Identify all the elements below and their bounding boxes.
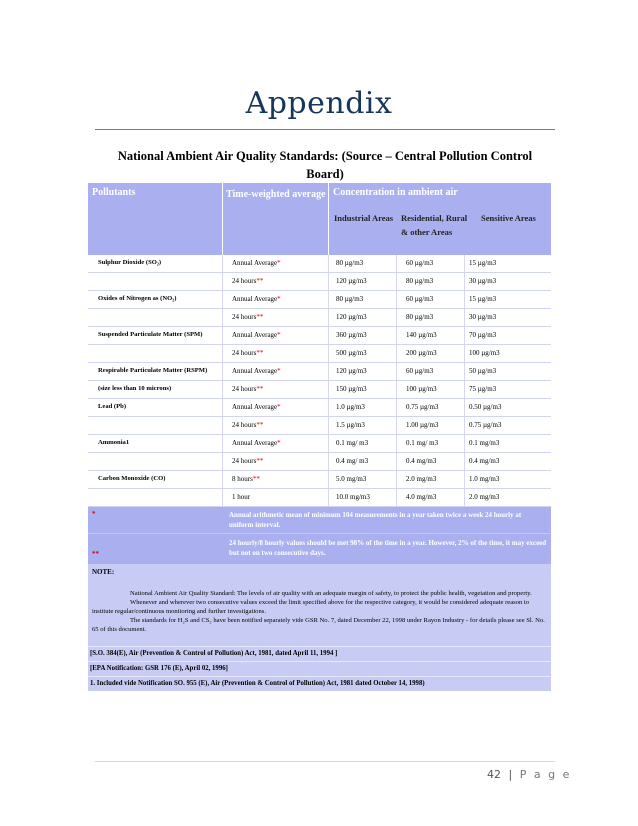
cell-time-weighted: [232, 385, 263, 393]
time-label: 24 hours: [232, 313, 257, 321]
asterisk-mark: *: [277, 367, 281, 375]
header-industrial: Industrial Areas: [334, 213, 394, 223]
asterisk-mark: *: [277, 259, 281, 267]
cell-time-weighted: [232, 439, 281, 447]
asterisk-mark: **: [256, 277, 264, 285]
cell-industrial: 0.1 mg/ m3: [336, 439, 369, 447]
footnote-text: 24 hourly/8 hourly values should be met 98% of the time in a year. However, 2% of the time, it may exceed but not on two consecutive days.: [229, 539, 547, 557]
table-row: [88, 327, 551, 345]
table-caption: National Ambient Air Quality Standards: (Source – Central Pollution Control Board): [117, 149, 533, 181]
reference-line: [S.O. 384(E), Air (Prevention & Control of Pollution) Act, 1981, dated April 11, 1994 ]: [88, 646, 551, 661]
page-number-separator: |: [508, 768, 513, 781]
cell-residential: 0.4 mg/m3: [406, 457, 437, 465]
cell-residential: 200 µg/m3: [406, 349, 437, 357]
time-label: 24 hours: [232, 277, 257, 285]
cell-sensitive: 50 µg/m3: [469, 367, 497, 375]
footnote-row-double: [88, 533, 551, 564]
cell-time-weighted: [232, 457, 263, 465]
cell-industrial: 360 µg/m3: [336, 331, 367, 339]
header-residential: Residential, Rural & other Areas: [401, 213, 468, 237]
footnote-mark: *: [92, 510, 96, 518]
asterisk-mark: *: [277, 295, 281, 303]
table-row: [88, 309, 551, 327]
table-row: [88, 273, 551, 291]
time-label: 24 hours: [232, 457, 257, 465]
time-label: 24 hours: [232, 385, 257, 393]
cell-pollutant: Lead (Pb): [98, 403, 127, 410]
table-row: [88, 255, 551, 273]
asterisk-mark: *: [277, 439, 281, 447]
reference-line: 1. Included vide Notification SO. 955 (E), Air (Prevention & Control of Pollution) Act, 1981 dated October 14, 1998): [88, 676, 551, 691]
cell-residential: 140 µg/m3: [406, 331, 437, 339]
time-label: Annual Average: [232, 259, 278, 267]
time-label: Annual Average: [232, 331, 278, 339]
time-label: Annual Average: [232, 295, 278, 303]
time-label: Annual Average: [232, 439, 278, 447]
cell-industrial: 150 µg/m3: [336, 385, 367, 393]
header-sensitive: Sensitive Areas: [481, 213, 536, 223]
footnote-row-single: [88, 507, 551, 533]
note-label: NOTE:: [92, 568, 115, 576]
asterisk-mark: *: [277, 331, 281, 339]
time-label: 24 hours: [232, 421, 257, 429]
cell-sensitive: 1.0 mg/m3: [469, 475, 500, 483]
cell-industrial: 80 µg/m3: [336, 295, 364, 303]
page-title: Appendix: [245, 86, 393, 121]
cell-industrial: 120 µg/m3: [336, 277, 367, 285]
table-row: [88, 291, 551, 309]
time-label: 8 hours: [232, 475, 253, 483]
cell-time-weighted: [232, 295, 281, 303]
cell-industrial: 120 µg/m3: [336, 367, 367, 375]
cell-industrial: 120 µg/m3: [336, 313, 367, 321]
cell-residential: 2.0 mg/m3: [406, 475, 437, 483]
cell-industrial: 1.0 µg/m3: [336, 403, 365, 411]
cell-industrial: 500 µg/m3: [336, 349, 367, 357]
header-concentration: Concentration in ambient air: [333, 187, 458, 198]
table-row: [88, 489, 551, 507]
cell-sensitive: 70 µg/m3: [469, 331, 497, 339]
cell-sensitive: 100 µg/m3: [469, 349, 500, 357]
cell-residential: 0.1 mg/ m3: [406, 439, 439, 447]
table-row: [88, 471, 551, 489]
table-row: [88, 453, 551, 471]
cell-sensitive: 0.1 mg/m3: [469, 439, 500, 447]
cell-sensitive: 0.50 µg/m3: [469, 403, 502, 411]
cell-time-weighted: [232, 475, 260, 483]
cell-time-weighted: [232, 421, 263, 429]
cell-pollutant: Carbon Monoxide (CO): [98, 475, 166, 482]
cell-industrial: 5.0 mg/m3: [336, 475, 367, 483]
cell-sensitive: 30 µg/m3: [469, 313, 497, 321]
cell-industrial: 10.0 mg/m3: [336, 493, 370, 501]
table-row: [88, 345, 551, 363]
table-row: [88, 363, 551, 381]
header-time-weighted: Time-weighted average: [226, 189, 326, 200]
cell-sensitive: 15 µg/m3: [469, 259, 497, 267]
cell-time-weighted: [232, 493, 250, 501]
cell-time-weighted: [232, 277, 263, 285]
cell-residential: 0.75 µg/m3: [406, 403, 439, 411]
cell-pollutant: Ammonia1: [98, 439, 130, 446]
asterisk-mark: **: [256, 421, 264, 429]
asterisk-mark: **: [256, 313, 264, 321]
asterisk-mark: *: [277, 403, 281, 411]
cell-sensitive: 0.75 µg/m3: [469, 421, 502, 429]
note-paragraph: Whenever and wherever two consecutive values exceed the limit specified above for the respective category, it would be considered adequate reason to institute regular/continuous monitoring and further investigations.: [92, 599, 530, 615]
asterisk-mark: **: [256, 385, 264, 393]
table-row: [88, 381, 551, 399]
cell-residential: 60 µg/m3: [406, 367, 434, 375]
cell-pollutant: Sulphur Dioxide (SO₂): [98, 259, 162, 266]
asterisk-mark: **: [256, 349, 264, 357]
footer-rule: [95, 761, 555, 762]
page-label: P a g e: [519, 768, 572, 781]
title-underline: [95, 129, 555, 130]
cell-time-weighted: [232, 349, 263, 357]
header-pollutants: Pollutants: [92, 187, 136, 198]
air-quality-table: [88, 183, 551, 691]
table-header: [88, 183, 551, 255]
time-label: 1 hour: [232, 493, 251, 501]
asterisk-mark: **: [252, 475, 260, 483]
cell-residential: 4.0 mg/m3: [406, 493, 437, 501]
table-row: [88, 399, 551, 417]
page-number-value: 42: [487, 768, 501, 781]
note-paragraph: National Ambient Air Quality Standard: The levels of air quality with an adequate margin of safety, to protect the public health, vegetation and property.: [130, 590, 532, 597]
reference-line: [EPA Notification: GSR 176 (E), April 02, 1996]: [88, 661, 551, 676]
time-label: 24 hours: [232, 349, 257, 357]
cell-residential: 1.00 µg/m3: [406, 421, 439, 429]
table-body: [88, 255, 551, 507]
table-row: [88, 435, 551, 453]
table-row: [88, 417, 551, 435]
cell-sensitive: 0.4 mg/m3: [469, 457, 500, 465]
cell-time-weighted: [232, 259, 281, 267]
cell-residential: 100 µg/m3: [406, 385, 437, 393]
cell-pollutant: Suspended Particulate Matter (SPM): [98, 331, 203, 338]
page-number: [487, 768, 571, 781]
cell-pollutant: Oxides of Nitrogen as (NO₂): [98, 295, 177, 302]
footnote-text: Annual arithmetic mean of minimum 104 measurements in a year taken twice a week 24 hourly at uniform interval.: [229, 511, 522, 529]
time-label: Annual Average: [232, 367, 278, 375]
cell-time-weighted: [232, 313, 263, 321]
cell-industrial: 0.4 mg/ m3: [336, 457, 369, 465]
note-block: [88, 564, 551, 646]
cell-residential: 60 µg/m3: [406, 295, 434, 303]
cell-time-weighted: [232, 367, 281, 375]
cell-residential: 80 µg/m3: [406, 277, 434, 285]
cell-residential: 60 µg/m3: [406, 259, 434, 267]
cell-industrial: 1.5 µg/m3: [336, 421, 365, 429]
cell-industrial: 80 µg/m3: [336, 259, 364, 267]
cell-sensitive: 2.0 mg/m3: [469, 493, 500, 501]
cell-sensitive: 30 µg/m3: [469, 277, 497, 285]
time-label: Annual Average: [232, 403, 278, 411]
note-paragraph: The standards for H₂S and CS₂ have been notified separately vide GSR No. 7, dated December 22, 1998 under Rayon Industry - for details please see Sl. No. 65 of this document.: [92, 617, 545, 633]
cell-pollutant: Respirable Particulate Matter (RSPM): [98, 367, 208, 374]
cell-time-weighted: [232, 331, 281, 339]
cell-pollutant: (size less than 10 microns): [98, 385, 172, 392]
footnote-mark: **: [92, 550, 99, 558]
cell-sensitive: 15 µg/m3: [469, 295, 497, 303]
cell-residential: 80 µg/m3: [406, 313, 434, 321]
asterisk-mark: **: [256, 457, 264, 465]
cell-sensitive: 75 µg/m3: [469, 385, 497, 393]
cell-time-weighted: [232, 403, 281, 411]
